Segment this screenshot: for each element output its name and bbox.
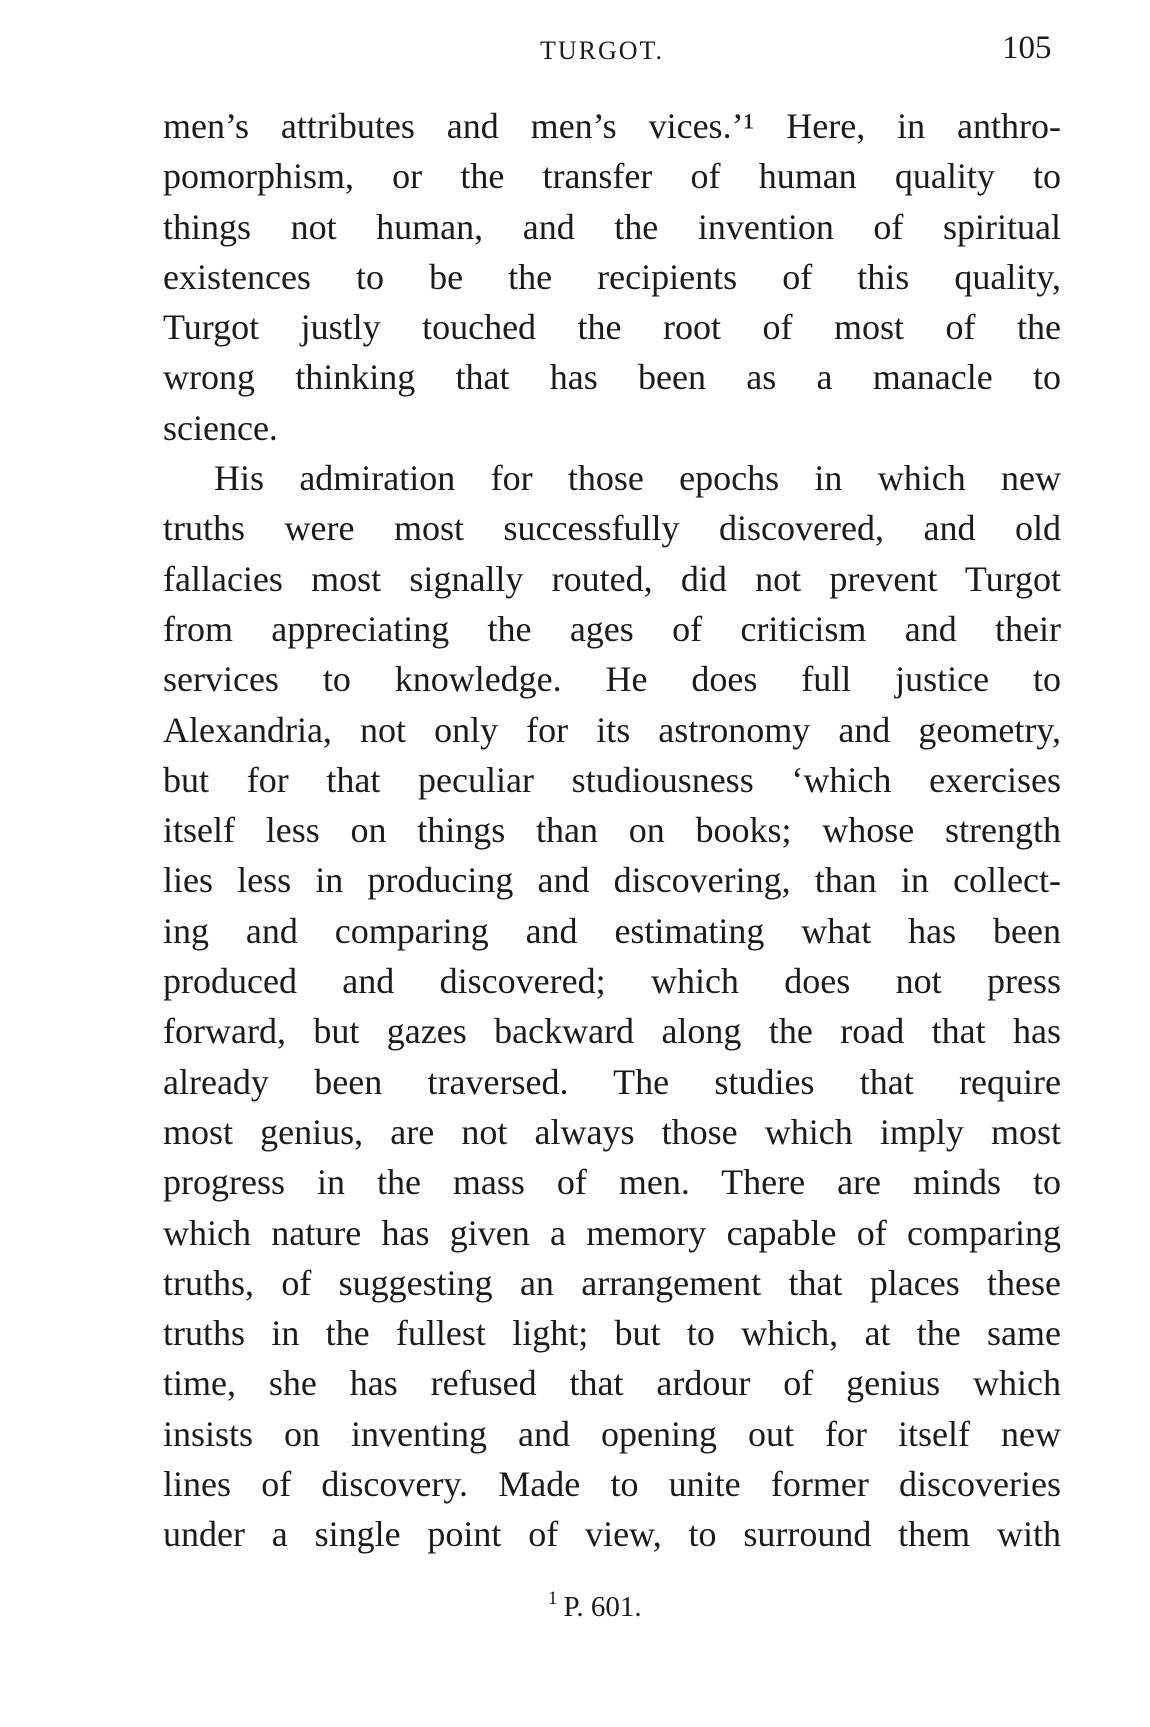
- text-line: Turgot justly touched the root of most of the: [163, 307, 1061, 348]
- text-line: science.: [163, 407, 278, 448]
- text-line: under a single point of view, to surround them with: [163, 1514, 1061, 1555]
- text-line: truths, of suggesting an arrangement that places these: [163, 1262, 1061, 1303]
- text-line: time, she has refused that ardour of genius which: [163, 1363, 1061, 1404]
- text-line: services to knowledge. He does full justice to: [163, 659, 1061, 700]
- body-text: [163, 101, 1061, 1560]
- text-line: His admiration for those epochs in which new: [214, 458, 1061, 499]
- text-line: but for that peculiar studiousness ‘which exercises: [163, 759, 1061, 800]
- text-line: fallacies most signally routed, did not prevent Turgot: [163, 558, 1061, 599]
- text-line: ing and comparing and estimating what has been: [163, 910, 1061, 951]
- running-title: TURGOT.: [540, 36, 665, 65]
- text-line: lines of discovery. Made to unite former discoveries: [163, 1464, 1061, 1505]
- paragraph-1: [163, 101, 1061, 453]
- text-line: produced and discovered; which does not press: [163, 961, 1061, 1002]
- paragraph-2: [163, 453, 1061, 1560]
- text-line: men’s attributes and men’s vices.’¹ Here, in anthro-: [163, 106, 1061, 146]
- text-line: pomorphism, or the transfer of human quality to: [163, 156, 1061, 197]
- text-line: truths were most successfully discovered, and old: [163, 508, 1061, 549]
- text-line: wrong thinking that has been as a manacle to: [163, 357, 1061, 398]
- page-number: 105: [1002, 30, 1052, 66]
- footnote: [548, 1588, 642, 1624]
- running-header: [0, 30, 1150, 70]
- text-line: lies less in producing and discovering, than in collect-: [163, 860, 1061, 901]
- text-line: insists on inventing and opening out for itself new: [163, 1413, 1061, 1454]
- text-line: progress in the mass of men. There are minds to: [163, 1162, 1061, 1203]
- text-line: Alexandria, not only for its astronomy and geometry,: [163, 709, 1061, 750]
- text-line: already been traversed. The studies that require: [163, 1061, 1061, 1102]
- text-line: existences to be the recipients of this quality,: [163, 256, 1061, 297]
- text-line: itself less on things than on books; whose strength: [163, 810, 1061, 851]
- text-line: things not human, and the invention of spiritual: [163, 206, 1061, 247]
- footnote-text: P. 601.: [563, 1591, 642, 1623]
- text-line: most genius, are not always those which imply most: [163, 1111, 1061, 1152]
- text-line: forward, but gazes backward along the road that has: [163, 1011, 1061, 1052]
- text-line: truths in the fullest light; but to which, at the same: [163, 1313, 1061, 1354]
- footnote-marker: 1: [548, 1588, 558, 1609]
- text-line: from appreciating the ages of criticism and their: [163, 608, 1061, 649]
- text-line: which nature has given a memory capable of comparing: [163, 1212, 1061, 1253]
